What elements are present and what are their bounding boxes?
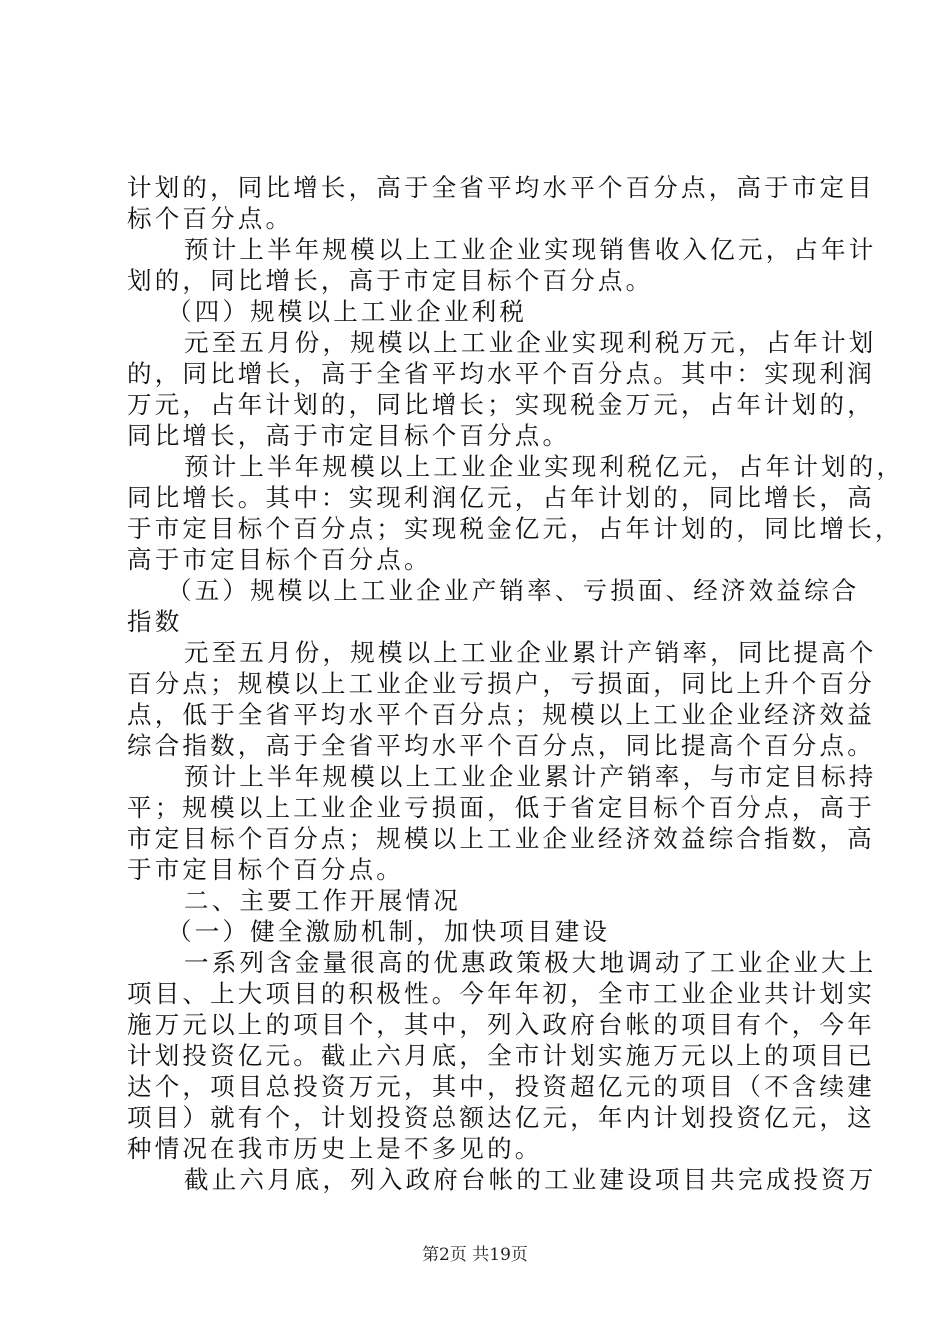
section-heading-line: （一）健全激励机制，加快项目建设 — [167, 917, 611, 946]
text-line: 于市定目标个百分点；实现税金亿元，占年计划的，同比增长， — [127, 514, 903, 543]
text-line: 种情况在我市历史上是不多见的。 — [127, 1134, 543, 1163]
document-body — [127, 172, 905, 1195]
text-line: 二、主要工作开展情况 — [184, 886, 461, 915]
text-line: 于市定目标个百分点。 — [127, 855, 404, 884]
text-line: 万元，占年计划的，同比增长；实现税金万元，占年计划的， — [127, 390, 875, 419]
text-line: 计划投资亿元。截止六月底，全市计划实施万元以上的项目已 — [127, 1041, 875, 1070]
text-line: 同比增长，高于市定目标个百分点。 — [127, 421, 571, 450]
text-line: 预计上半年规模以上工业企业累计产销率，与市定目标持 — [184, 762, 877, 791]
text-line: 预计上半年规模以上工业企业实现利税亿元，占年计划的， — [184, 452, 905, 481]
text-line: 高于市定目标个百分点。 — [127, 545, 432, 574]
text-line: 达个，项目总投资万元，其中，投资超亿元的项目（不含续建 — [127, 1072, 875, 1101]
text-line: 元至五月份，规模以上工业企业累计产销率，同比提高个 — [184, 638, 877, 667]
text-line: 平；规模以上工业企业亏损面，低于省定目标个百分点，高于 — [127, 793, 875, 822]
text-line: 计划的，同比增长，高于全省平均水平个百分点，高于市定目 — [127, 173, 875, 202]
text-line: 同比增长。其中：实现利润亿元，占年计划的，同比增长，高 — [127, 483, 875, 512]
text-line: 的，同比增长，高于全省平均水平个百分点。其中：实现利润 — [127, 359, 875, 388]
text-line: 市定目标个百分点；规模以上工业企业经济效益综合指数，高 — [127, 824, 875, 853]
section-heading-line: （五）规模以上工业企业产销率、亏损面、经济效益综合 — [167, 576, 860, 605]
text-line: 点，低于全省平均水平个百分点；规模以上工业企业经济效益 — [127, 700, 875, 729]
text-line: 划的，同比增长，高于市定目标个百分点。 — [127, 266, 654, 295]
text-line: 指数 — [127, 607, 183, 636]
text-line: 项目）就有个，计划投资总额达亿元，年内计划投资亿元，这 — [127, 1103, 875, 1132]
text-line: 一系列含金量很高的优惠政策极大地调动了工业企业大上 — [184, 948, 877, 977]
text-line: 综合指数，高于全省平均水平个百分点，同比提高个百分点。 — [127, 731, 875, 760]
page-footer: 第2页 共19页 — [422, 1245, 528, 1265]
text-line: 元至五月份，规模以上工业企业实现利税万元，占年计划 — [184, 328, 877, 357]
text-line: 截止六月底，列入政府台帐的工业建设项目共完成投资万 — [184, 1165, 877, 1194]
text-line: 标个百分点。 — [127, 204, 294, 233]
text-line: 预计上半年规模以上工业企业实现销售收入亿元，占年计 — [184, 235, 877, 264]
text-line: 项目、上大项目的积极性。今年年初，全市工业企业共计划实 — [127, 979, 875, 1008]
text-line: 百分点；规模以上工业企业亏损户，亏损面，同比上升个百分 — [127, 669, 875, 698]
text-line: 施万元以上的项目个，其中，列入政府台帐的项目有个，今年 — [127, 1010, 875, 1039]
section-heading-line: （四）规模以上工业企业利税 — [167, 297, 528, 326]
